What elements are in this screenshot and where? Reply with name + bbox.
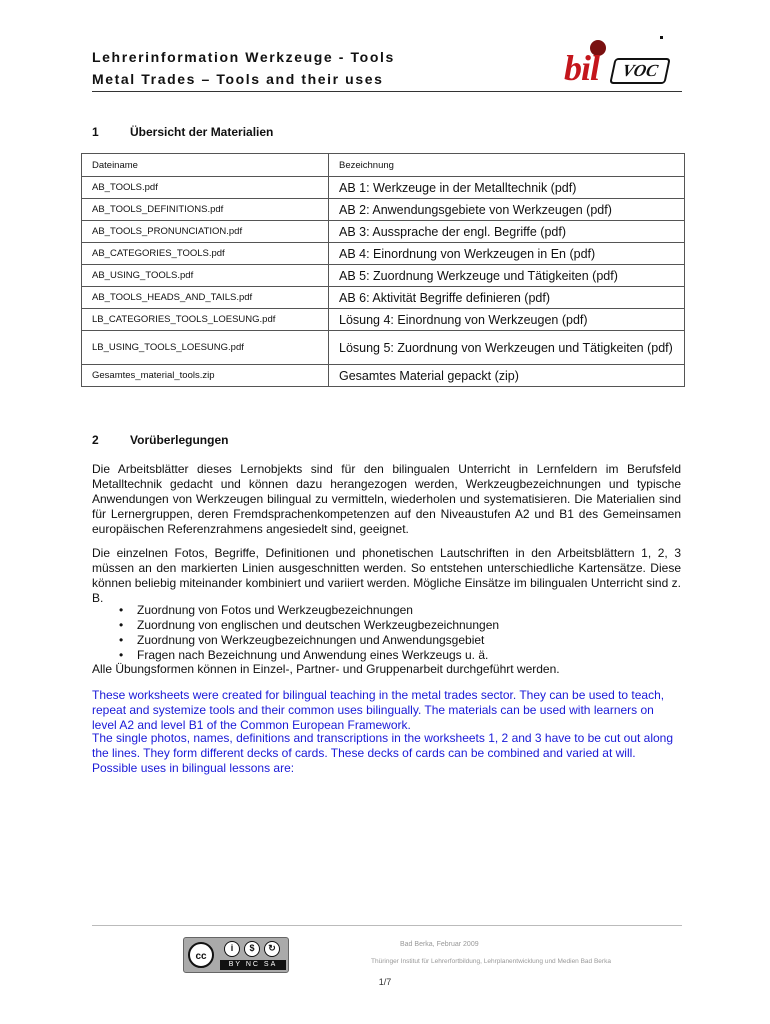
paragraph-forms: Alle Übungsformen können in Einzel-, Partner- und Gruppenarbeit durchgeführt werden. bbox=[92, 662, 560, 676]
table-row bbox=[82, 365, 685, 387]
logo-text-bil: bil bbox=[564, 48, 600, 88]
footer-institute: Thüringer Institut für Lehrerfortbildung, Lehrplanentwicklung und Medien Bad Berka bbox=[371, 958, 611, 965]
section-1-title: Übersicht der Materialien bbox=[130, 125, 274, 139]
table-header-row bbox=[82, 154, 685, 177]
file-name-cell: LB_CATEGORIES_TOOLS_LOESUNG.pdf bbox=[82, 309, 329, 331]
description-cell: AB 5: Zuordnung Werkzeuge und Tätigkeiten (pdf) bbox=[329, 265, 685, 287]
file-name-cell: AB_CATEGORIES_TOOLS.pdf bbox=[82, 243, 329, 265]
list-item: • Zuordnung von Werkzeugbezeichnungen und Anwendungsgebiet bbox=[92, 633, 681, 648]
description-cell: AB 1: Werkzeuge in der Metalltechnik (pdf) bbox=[329, 177, 685, 199]
description-cell: Lösung 5: Zuordnung von Werkzeugen und Tätigkeiten (pdf) bbox=[329, 331, 685, 365]
description-cell: AB 3: Aussprache der engl. Begriffe (pdf) bbox=[329, 221, 685, 243]
bilvoc-logo bbox=[560, 36, 670, 88]
section-1-number: 1 bbox=[92, 125, 99, 139]
description-cell: Gesamtes Material gepackt (zip) bbox=[329, 365, 685, 387]
file-name-cell: AB_TOOLS_PRONUNCIATION.pdf bbox=[82, 221, 329, 243]
file-name-cell: AB_TOOLS_HEADS_AND_TAILS.pdf bbox=[82, 287, 329, 309]
license-terms: BY NC SA bbox=[220, 960, 286, 970]
footer-divider bbox=[92, 925, 682, 926]
english-paragraph-1: These worksheets were created for bilingual teaching in the metal trades sector. They can be used to teach, repeat and systemize tools and their common uses bilingually. The materials can be used with learners on level A2 and level B1 of the Common European Framework. bbox=[92, 688, 665, 732]
footer-place-date: Bad Berka, Februar 2009 bbox=[400, 941, 479, 948]
table-row bbox=[82, 309, 685, 331]
table-row bbox=[82, 331, 685, 365]
table-row bbox=[82, 287, 685, 309]
logo-text-voc: VOC bbox=[609, 58, 671, 84]
column-header-description: Bezeichnung bbox=[329, 154, 685, 177]
table-row bbox=[82, 265, 685, 287]
list-item: • Zuordnung von Fotos und Werkzeugbezeichnungen bbox=[92, 603, 681, 618]
logo-dot bbox=[660, 36, 663, 39]
section-1-heading bbox=[92, 125, 273, 139]
noncommercial-icon: $ bbox=[244, 941, 260, 957]
table-row bbox=[82, 243, 685, 265]
description-cell: AB 6: Aktivität Begriffe definieren (pdf) bbox=[329, 287, 685, 309]
attribution-icon: i bbox=[224, 941, 240, 957]
file-name-cell: AB_USING_TOOLS.pdf bbox=[82, 265, 329, 287]
materials-table bbox=[81, 153, 685, 387]
list-item: • Fragen nach Bezeichnung und Anwendung eines Werkzeugs u. ä. bbox=[92, 648, 681, 663]
header-divider bbox=[92, 91, 682, 92]
table-row bbox=[82, 177, 685, 199]
paragraph-intro: Die Arbeitsblätter dieses Lernobjekts sind für den bilingualen Unterricht in Lernfeldern im Berufsfeld Metalltechnik gedacht und können dazu herangezogen werden, Werkzeugbezeichnungen und typische Anwendungen von Werkzeugen bilingual zu vermitteln, wiederholen und systematisieren. Die Materialien sind für Lernergruppen, deren Fremdsprachenkompetenzen auf den Niveaustufen A2 und B1 des Gemeinsamen europäischen Referenzrahmens angesiedelt sind, geeignet. bbox=[92, 462, 681, 536]
table-row bbox=[82, 199, 685, 221]
title-german: Lehrerinformation Werkzeuge - Tools bbox=[92, 49, 395, 65]
list-item: • Zuordnung von englischen und deutschen Werkzeugbezeichnungen bbox=[92, 618, 681, 633]
file-name-cell: Gesamtes_material_tools.zip bbox=[82, 365, 329, 387]
column-header-filename: Dateiname bbox=[82, 154, 329, 177]
file-name-cell: LB_USING_TOOLS_LOESUNG.pdf bbox=[82, 331, 329, 365]
description-cell: AB 2: Anwendungsgebiete von Werkzeugen (pdf) bbox=[329, 199, 685, 221]
uses-list bbox=[92, 603, 681, 663]
page-number: 1/7 bbox=[378, 977, 392, 987]
english-paragraph-2: The single photos, names, definitions and transcriptions in the worksheets 1, 2 and 3 have to be cut out along the lines. They form different decks of cards. These decks of cards can be combined and varied at will. Possible uses in bilingual lessons are: bbox=[92, 731, 674, 775]
cc-icon: cc bbox=[188, 942, 214, 968]
section-2-heading bbox=[92, 433, 228, 447]
creative-commons-badge bbox=[183, 937, 289, 973]
section-2-title: Vorüberlegungen bbox=[130, 433, 229, 447]
section-2-number: 2 bbox=[92, 433, 99, 447]
file-name-cell: AB_TOOLS.pdf bbox=[82, 177, 329, 199]
file-name-cell: AB_TOOLS_DEFINITIONS.pdf bbox=[82, 199, 329, 221]
sharealike-icon: ↻ bbox=[264, 941, 280, 957]
paragraph-cards: Die einzelnen Fotos, Begriffe, Definitionen und phonetischen Lautschriften in den Arbeitsblättern 1, 2, 3 müssen an den markierten Linien ausgeschnitten werden. So entstehen unterschiedliche Kartensätze. Diese können beliebig miteinander kombiniert und variiert werden. Mögliche Einsätze im bilingualen Unterricht sind z. B. bbox=[92, 546, 681, 605]
description-cell: AB 4: Einordnung von Werkzeugen in En (pdf) bbox=[329, 243, 685, 265]
title-english: Metal Trades – Tools and their uses bbox=[92, 71, 384, 87]
table-row bbox=[82, 221, 685, 243]
description-cell: Lösung 4: Einordnung von Werkzeugen (pdf) bbox=[329, 309, 685, 331]
